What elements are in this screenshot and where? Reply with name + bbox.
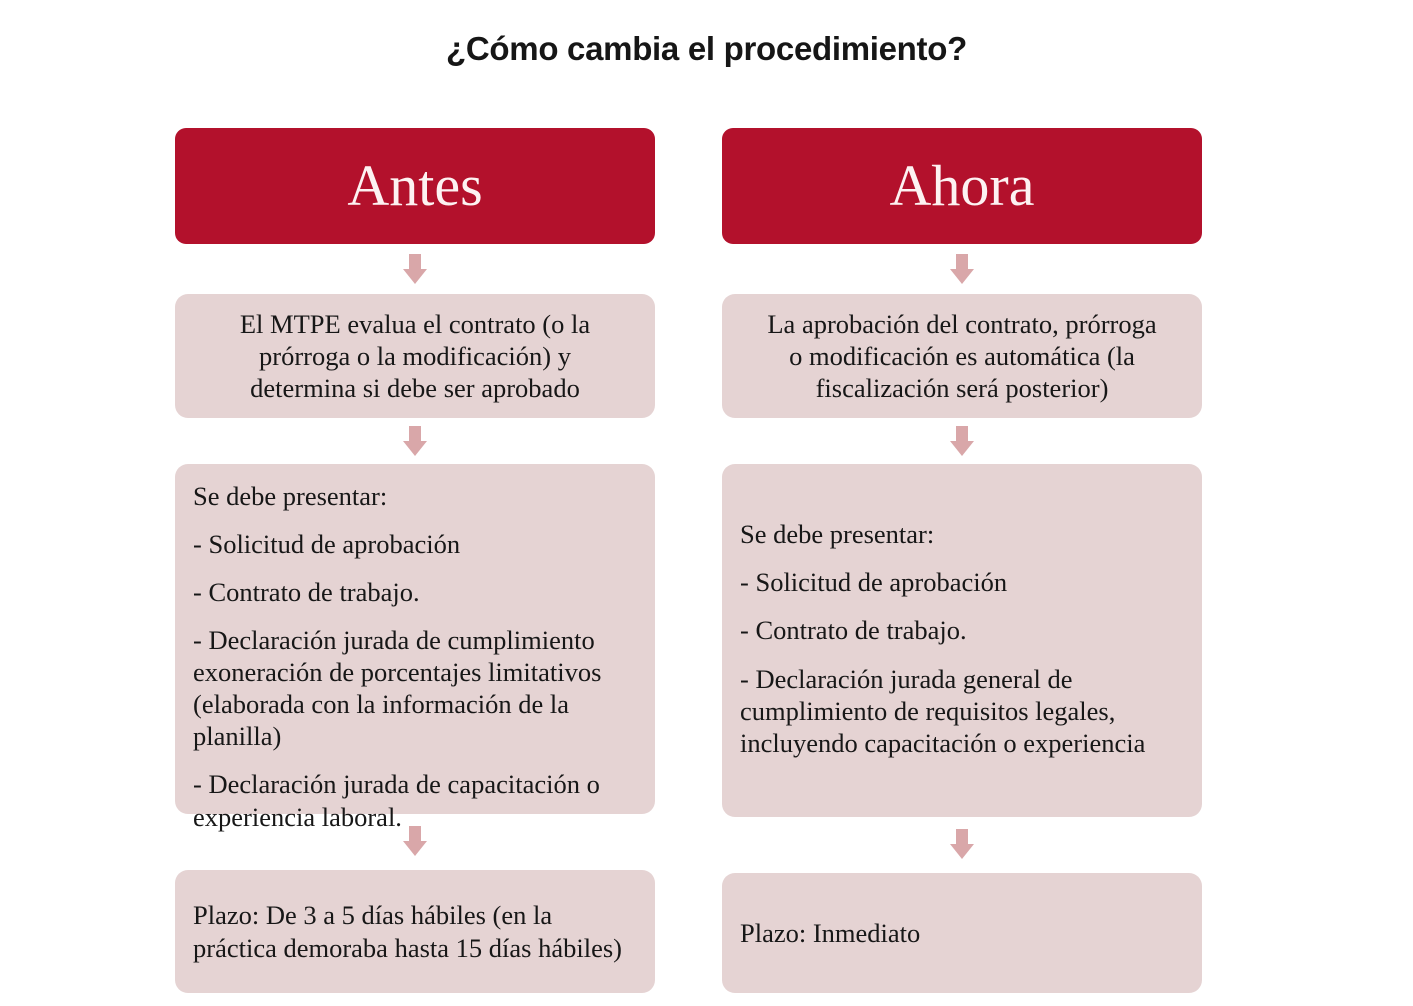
column-antes [175,128,655,993]
arrow-down-icon [403,426,427,456]
header-label-antes: Antes [347,153,483,218]
box-ahora-step1-line3: fiscalización será posterior) [815,373,1109,404]
box-ahora-step2-intro: Se debe presentar: [740,519,935,550]
header-label-ahora: Ahora [889,153,1035,218]
list-item: - Contrato de trabajo. [740,615,967,646]
arrow-down-icon [403,254,427,284]
arrow-down-icon [950,426,974,456]
list-item: - Declaración jurada de capacitación o experiencia laboral. [193,769,600,832]
list-item: - Declaración jurada general de cumplimiento de requisitos legales, incluyendo capacitación o experiencia [740,663,1146,758]
arrow-antes-2 [175,426,655,456]
column-ahora [722,128,1202,993]
box-antes-step2 [175,464,655,832]
arrow-ahora-3 [722,829,1202,859]
box-ahora-step3-text: Plazo: Inmediato [740,917,921,948]
list-item: - Solicitud de aprobación [193,529,461,560]
page-title: ¿Cómo cambia el procedimiento? [446,30,967,67]
box-antes-step3-text: Plazo: De 3 a 5 días hábiles (en la práctica demoraba hasta 15 días hábiles) [193,900,622,963]
box-ahora-step1 [722,294,1202,418]
box-antes-step3 [175,870,655,993]
box-antes-step1-line3: determina si debe ser aprobado [250,373,580,404]
arrow-down-icon [403,826,427,856]
list-item: - Declaración jurada de cumplimiento exoneración de porcentajes limitativos (elaborada con la información de la planilla) [193,625,602,752]
arrow-down-icon [950,829,974,859]
arrow-down-icon [950,254,974,284]
header-box-ahora [722,128,1202,244]
box-antes-step1 [175,294,655,418]
box-ahora-step1-line1: La aprobación del contrato, prórroga [767,308,1157,339]
box-ahora-step1-line2: o modificación es automática (la [789,340,1135,371]
list-item: - Solicitud de aprobación [740,567,1008,598]
arrow-ahora-1 [722,254,1202,284]
arrow-ahora-2 [722,426,1202,456]
list-item: - Contrato de trabajo. [193,577,420,608]
box-antes-step1-line1: El MTPE evalua el contrato (o la [239,308,591,339]
arrow-antes-1 [175,254,655,284]
box-ahora-step3 [722,873,1202,993]
header-box-antes [175,128,655,244]
box-antes-step2-intro: Se debe presentar: [193,481,388,511]
box-antes-step1-line2: prórroga o la modificación) y [259,340,571,371]
box-ahora-step2 [722,464,1202,817]
